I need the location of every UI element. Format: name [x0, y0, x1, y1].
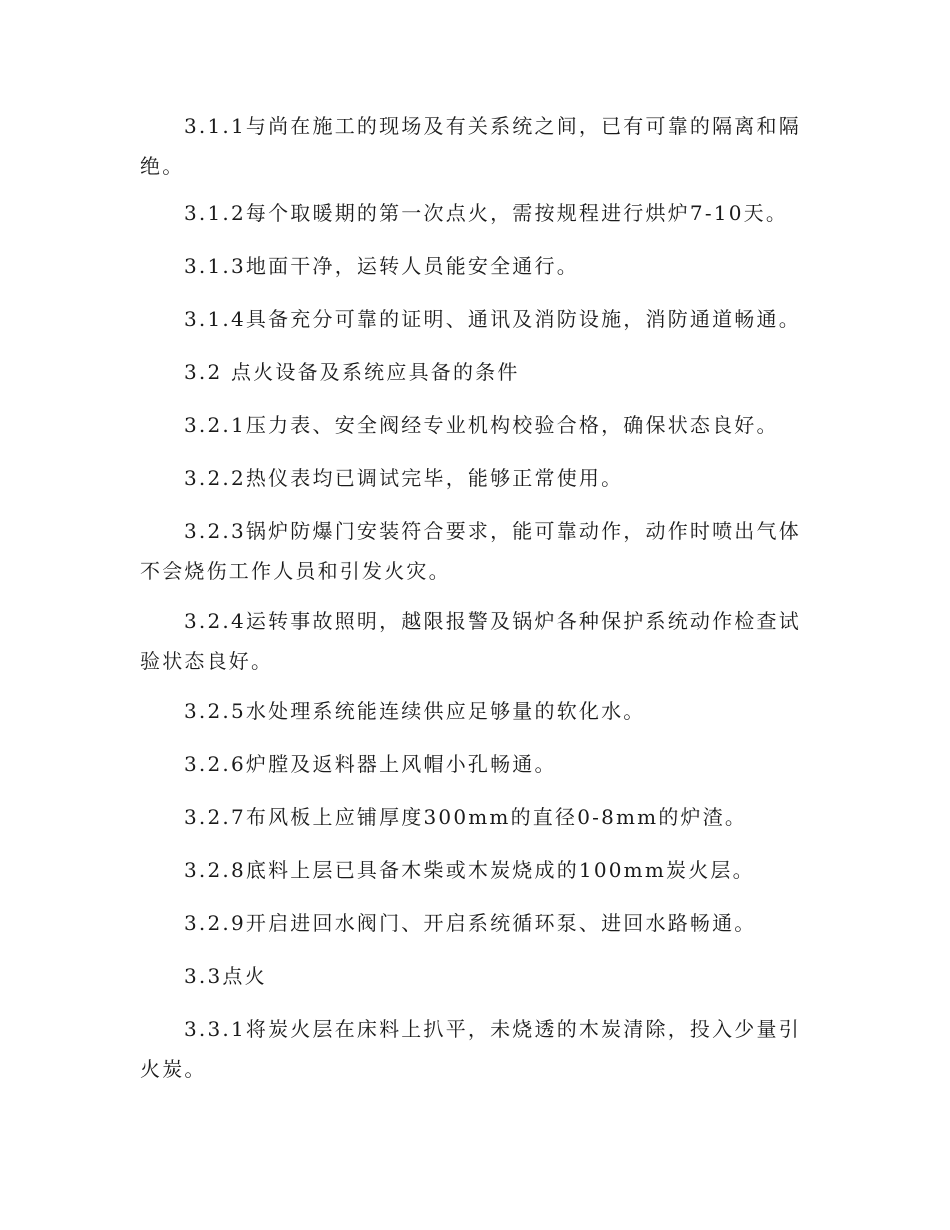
paragraph-3-2-6: 3.2.6炉膛及返料器上风帽小孔畅通。: [184, 752, 557, 776]
section-heading-3-2: 3.2 点火设备及系统应具备的条件: [184, 360, 520, 384]
paragraph-3-2-7: 3.2.7布风板上应铺厚度300mm的直径0-8mm的炉渣。: [184, 805, 748, 829]
paragraph-3-1-4: 3.1.4具备充分可靠的证明、通讯及消防设施，消防通道畅通。: [184, 307, 801, 331]
paragraph-3-2-3: 3.2.3锅炉防爆门安装符合要求，能可靠动作，动作时喷出气体不会烧伤工作人员和引发火灾。: [140, 519, 801, 583]
section-heading-3-3: 3.3点火: [184, 964, 267, 988]
paragraph-3-1-1: 3.1.1与尚在施工的现场及有关系统之间，已有可靠的隔离和隔绝。: [140, 114, 801, 178]
paragraph-3-2-2: 3.2.2热仪表均已调试完毕，能够正常使用。: [184, 466, 624, 490]
paragraph-3-3-1: 3.3.1将炭火层在床料上扒平，未烧透的木炭清除，投入少量引火炭。: [140, 1017, 801, 1081]
paragraph-3-1-2: 3.1.2每个取暖期的第一次点火，需按规程进行烘炉7-10天。: [184, 201, 789, 225]
paragraph-3-2-1: 3.2.1压力表、安全阀经专业机构校验合格，确保状态良好。: [184, 413, 779, 437]
paragraph-3-2-5: 3.2.5水处理系统能连续供应足够量的软化水。: [184, 699, 646, 723]
paragraph-3-2-4: 3.2.4运转事故照明，越限报警及锅炉各种保护系统动作检查试验状态良好。: [140, 609, 801, 673]
paragraph-3-2-8: 3.2.8底料上层已具备木柴或木炭烧成的100mm炭火层。: [184, 858, 755, 882]
paragraph-3-1-3: 3.1.3地面干净，运转人员能安全通行。: [184, 254, 579, 278]
paragraph-3-2-9: 3.2.9开启进回水阀门、开启系统循环泵、进回水路畅通。: [184, 911, 757, 935]
